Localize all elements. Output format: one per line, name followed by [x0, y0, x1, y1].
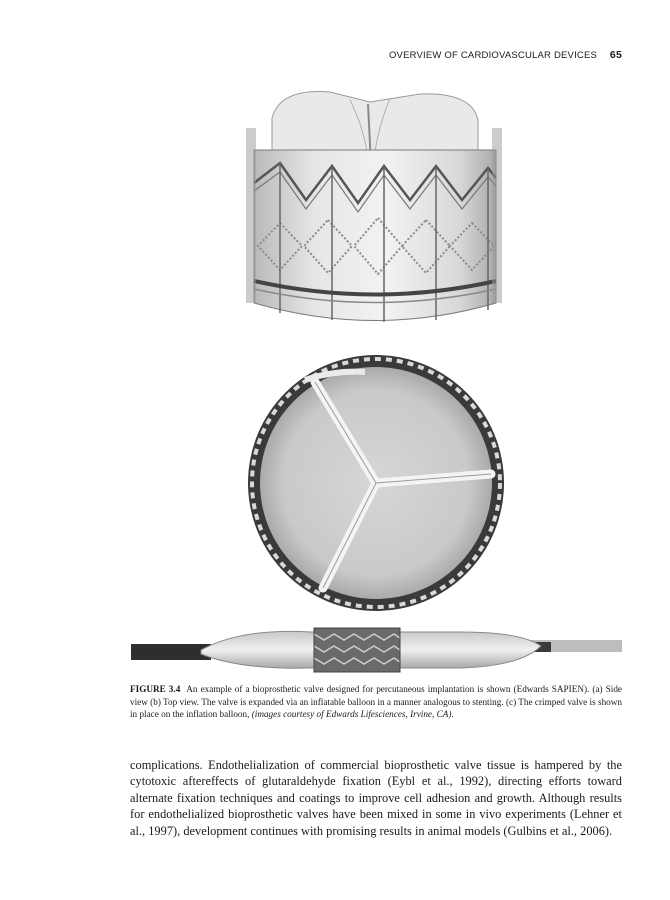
figure-label: FIGURE 3.4 — [130, 684, 181, 694]
page-number: 65 — [609, 49, 622, 61]
running-title: OVERVIEW OF CARDIOVASCULAR DEVICES — [388, 50, 598, 61]
figure-side-view-photo — [240, 88, 510, 348]
figure-crimped-valve-photo — [131, 620, 622, 675]
caption-credit: (images courtesy of Edwards Lifesciences, Irvine, CA) — [251, 709, 452, 719]
figure-top-view-photo — [245, 352, 507, 614]
caption-text: An example of a bioprosthetic valve designed for percutaneous implantation is shown (Edwards SAPIEN). (a) Side view (b) Top view. The valve is expanded via an inflatable balloon in a manner analogous to stenting. (c) The crimped valve is shown in place on the inflation balloon, — [130, 684, 622, 719]
running-header — [130, 49, 622, 61]
figure-caption — [130, 683, 622, 721]
body-paragraph: complications. Endothelialization of commercial bioprosthetic valve tissue is hampered by the cytotoxic aftereffects of glutaraldehyde fixation (Eybl et al., 1992), directing efforts toward alternate fixation techniques and coatings to improve cell adhesion and growth. Although results for endothelialized bioprosthetic valves have been mixed in some in vivo experiments (Lehner et al., 1997), development continues with promising results in animal models (Gulbins et al., 2006). — [130, 758, 622, 838]
caption-end: . — [451, 709, 454, 719]
